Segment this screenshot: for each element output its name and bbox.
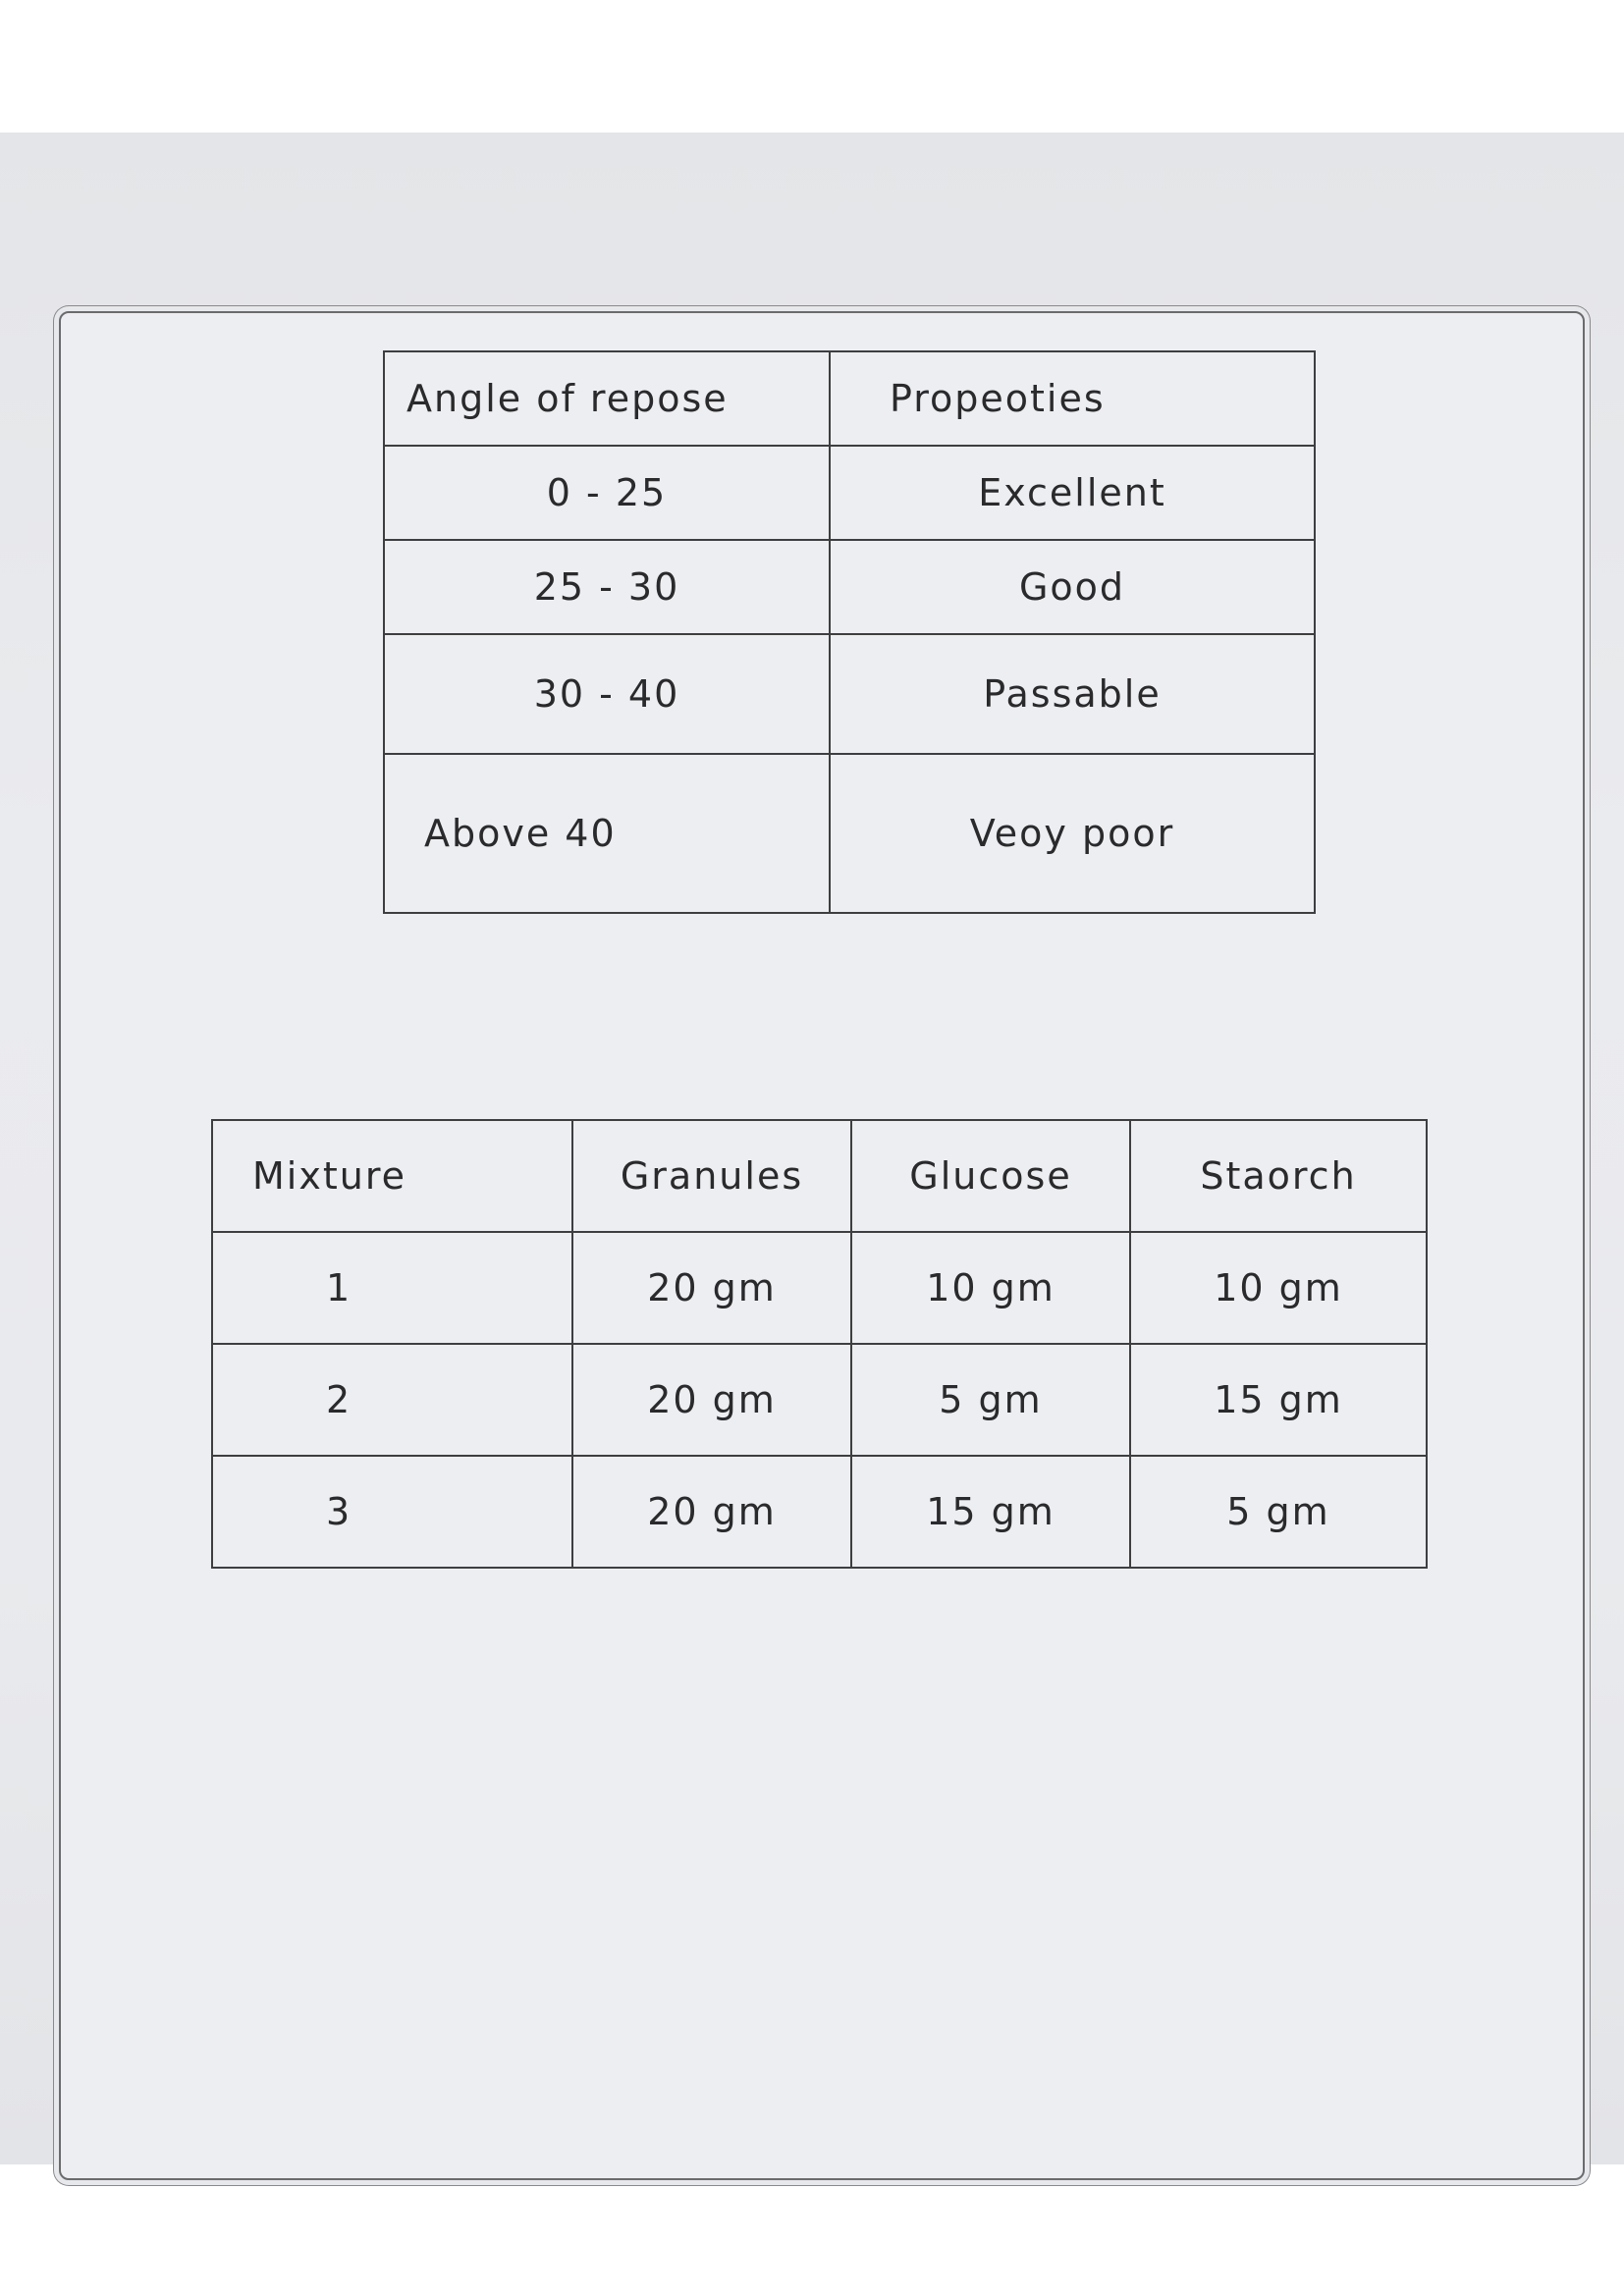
table-cell: Veoy poor [830, 754, 1315, 913]
table-cell: 20 gm [572, 1344, 851, 1456]
header-cell: Mixture [212, 1120, 572, 1232]
table-cell: 20 gm [572, 1232, 851, 1344]
table-cell: Good [830, 540, 1315, 634]
table-row [384, 540, 1315, 634]
table-row [212, 1232, 1427, 1344]
table-cell: Above 40 [384, 754, 830, 913]
table-row [384, 634, 1315, 754]
table-cell: 0 - 25 [384, 446, 830, 540]
header-cell: Angle of repose [384, 351, 830, 446]
table-cell: 2 [212, 1344, 572, 1456]
header-cell: Glucose [851, 1120, 1130, 1232]
table-cell: 15 gm [851, 1456, 1130, 1568]
table-row [384, 754, 1315, 913]
table-row [384, 446, 1315, 540]
table-cell: Excellent [830, 446, 1315, 540]
table-header-row [384, 351, 1315, 446]
angle-of-repose-table [383, 350, 1316, 914]
table-row [212, 1344, 1427, 1456]
table-row [212, 1456, 1427, 1568]
header-cell: Propeoties [830, 351, 1315, 446]
table-cell: 5 gm [851, 1344, 1130, 1456]
table-cell: 10 gm [1130, 1232, 1427, 1344]
header-cell: Staorch [1130, 1120, 1427, 1232]
table-cell: 1 [212, 1232, 572, 1344]
table-cell: Passable [830, 634, 1315, 754]
table-cell: 15 gm [1130, 1344, 1427, 1456]
table-cell: 30 - 40 [384, 634, 830, 754]
table-cell: 25 - 30 [384, 540, 830, 634]
table-cell: 3 [212, 1456, 572, 1568]
table-cell: 20 gm [572, 1456, 851, 1568]
header-cell: Granules [572, 1120, 851, 1232]
table-header-row [212, 1120, 1427, 1232]
table-cell: 10 gm [851, 1232, 1130, 1344]
table-cell: 5 gm [1130, 1456, 1427, 1568]
mixture-composition-table [211, 1119, 1428, 1569]
